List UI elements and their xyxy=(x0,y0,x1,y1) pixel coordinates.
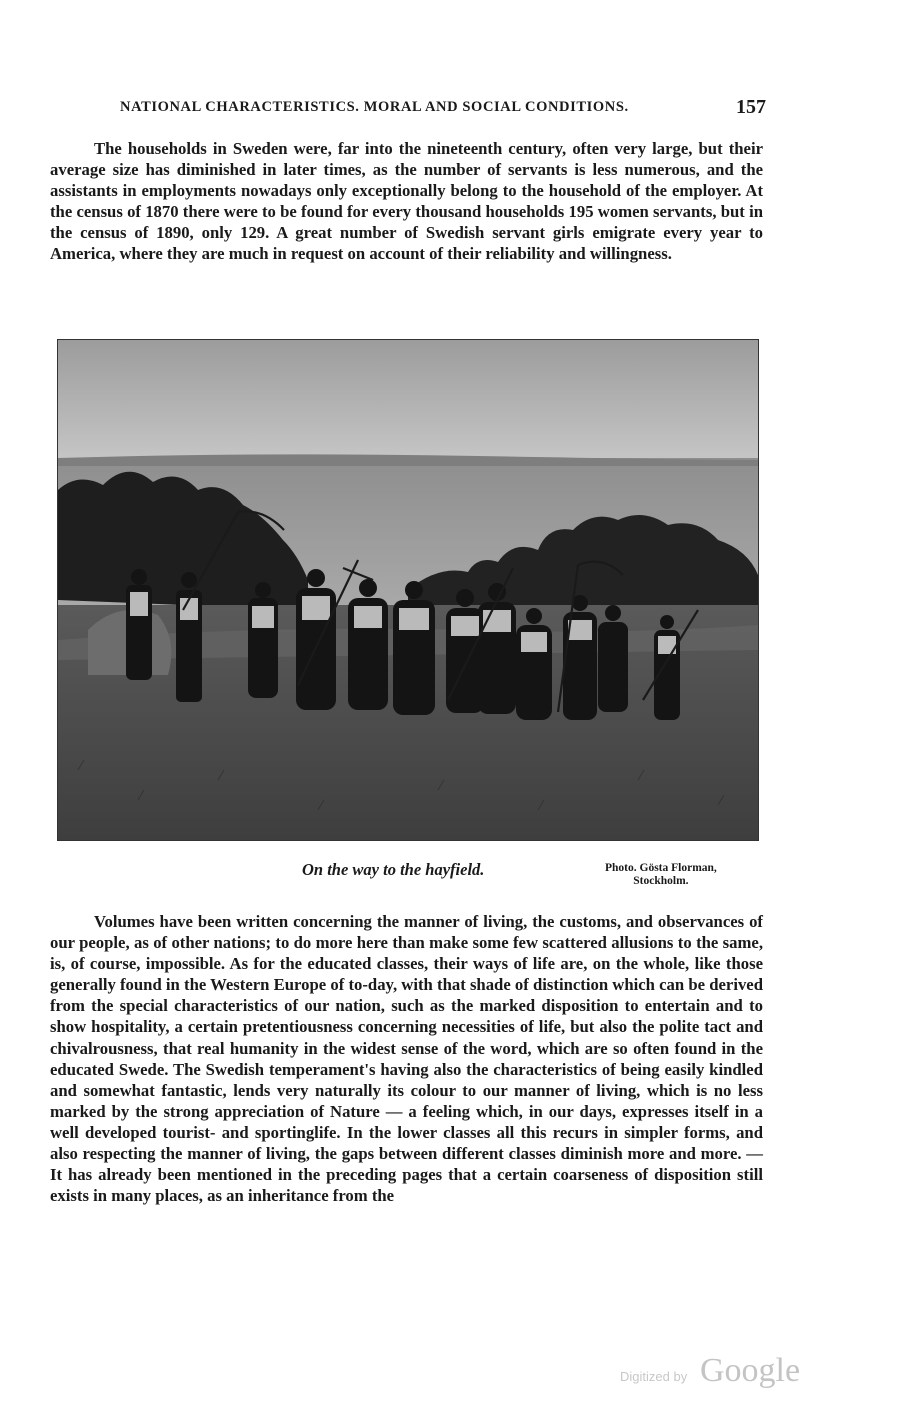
paragraph-households: The households in Sweden were, far into the nineteenth century, often very large, but their average size has diminished in later times, as the number of servants is less numerous, and the assistants in employments nowadays only exceptionally belong to the household of the employer. At the census of 1870 there were to be found for every thousand households 195 women servants, but in the census of 1890, only 129. A great number of Swedish servant girls emigrate every year to America, where they are much in request on account of their reliability and willingness. xyxy=(50,139,763,263)
figure-caption: On the way to the hayfield. xyxy=(302,860,485,879)
photo-credit-line1: Photo. Gösta Florman, xyxy=(605,862,717,874)
photo-credit xyxy=(605,862,717,888)
paragraph-manner-of-living: Volumes have been written concerning the manner of living, the customs, and observances of our people, as of other nations; to do more here than make some few scattered allusions to the same, is, of course, impossible. As for the educated classes, their ways of life are, on the whole, like those generally found in the Western Europe of to-day, with that shade of distinction which can be derived from the special characteristics of our nation, such as the marked disposition to entertain and to show hospitality, a certain pretentiousness concerning necessities of life, but also the polite tact and chivalrousness, that real humanity in the widest sense of the word, which are so often found in the educated Swede. The Swedish temperament's having also the characteristics of being easily kindled and somewhat fantastic, lends very naturally its colour to our manner of living, which is no less marked by the strong appreciation of Nature — a feeling which, in our days, expresses itself in a well developed tourist- and sportinglife. In the lower classes all this recurs in simpler forms, and also respecting the manner of living, the gaps between different classes diminish more and more. — It has already been mentioned in the preceding pages that a certain coarseness of disposition still exists in many places, as an inheritance from the xyxy=(50,912,763,1206)
running-head: NATIONAL CHARACTERISTICS. MORAL AND SOCIAL CONDITIONS. xyxy=(120,99,629,115)
page-header xyxy=(120,96,766,122)
hayfield-photograph xyxy=(57,339,759,841)
google-watermark xyxy=(620,1352,810,1392)
page-number: 157 xyxy=(736,96,766,118)
photo-credit-line2: Stockholm. xyxy=(633,875,689,887)
watermark-digitized-by: Digitized by xyxy=(620,1369,688,1384)
watermark-google-logo: Google xyxy=(700,1352,801,1389)
